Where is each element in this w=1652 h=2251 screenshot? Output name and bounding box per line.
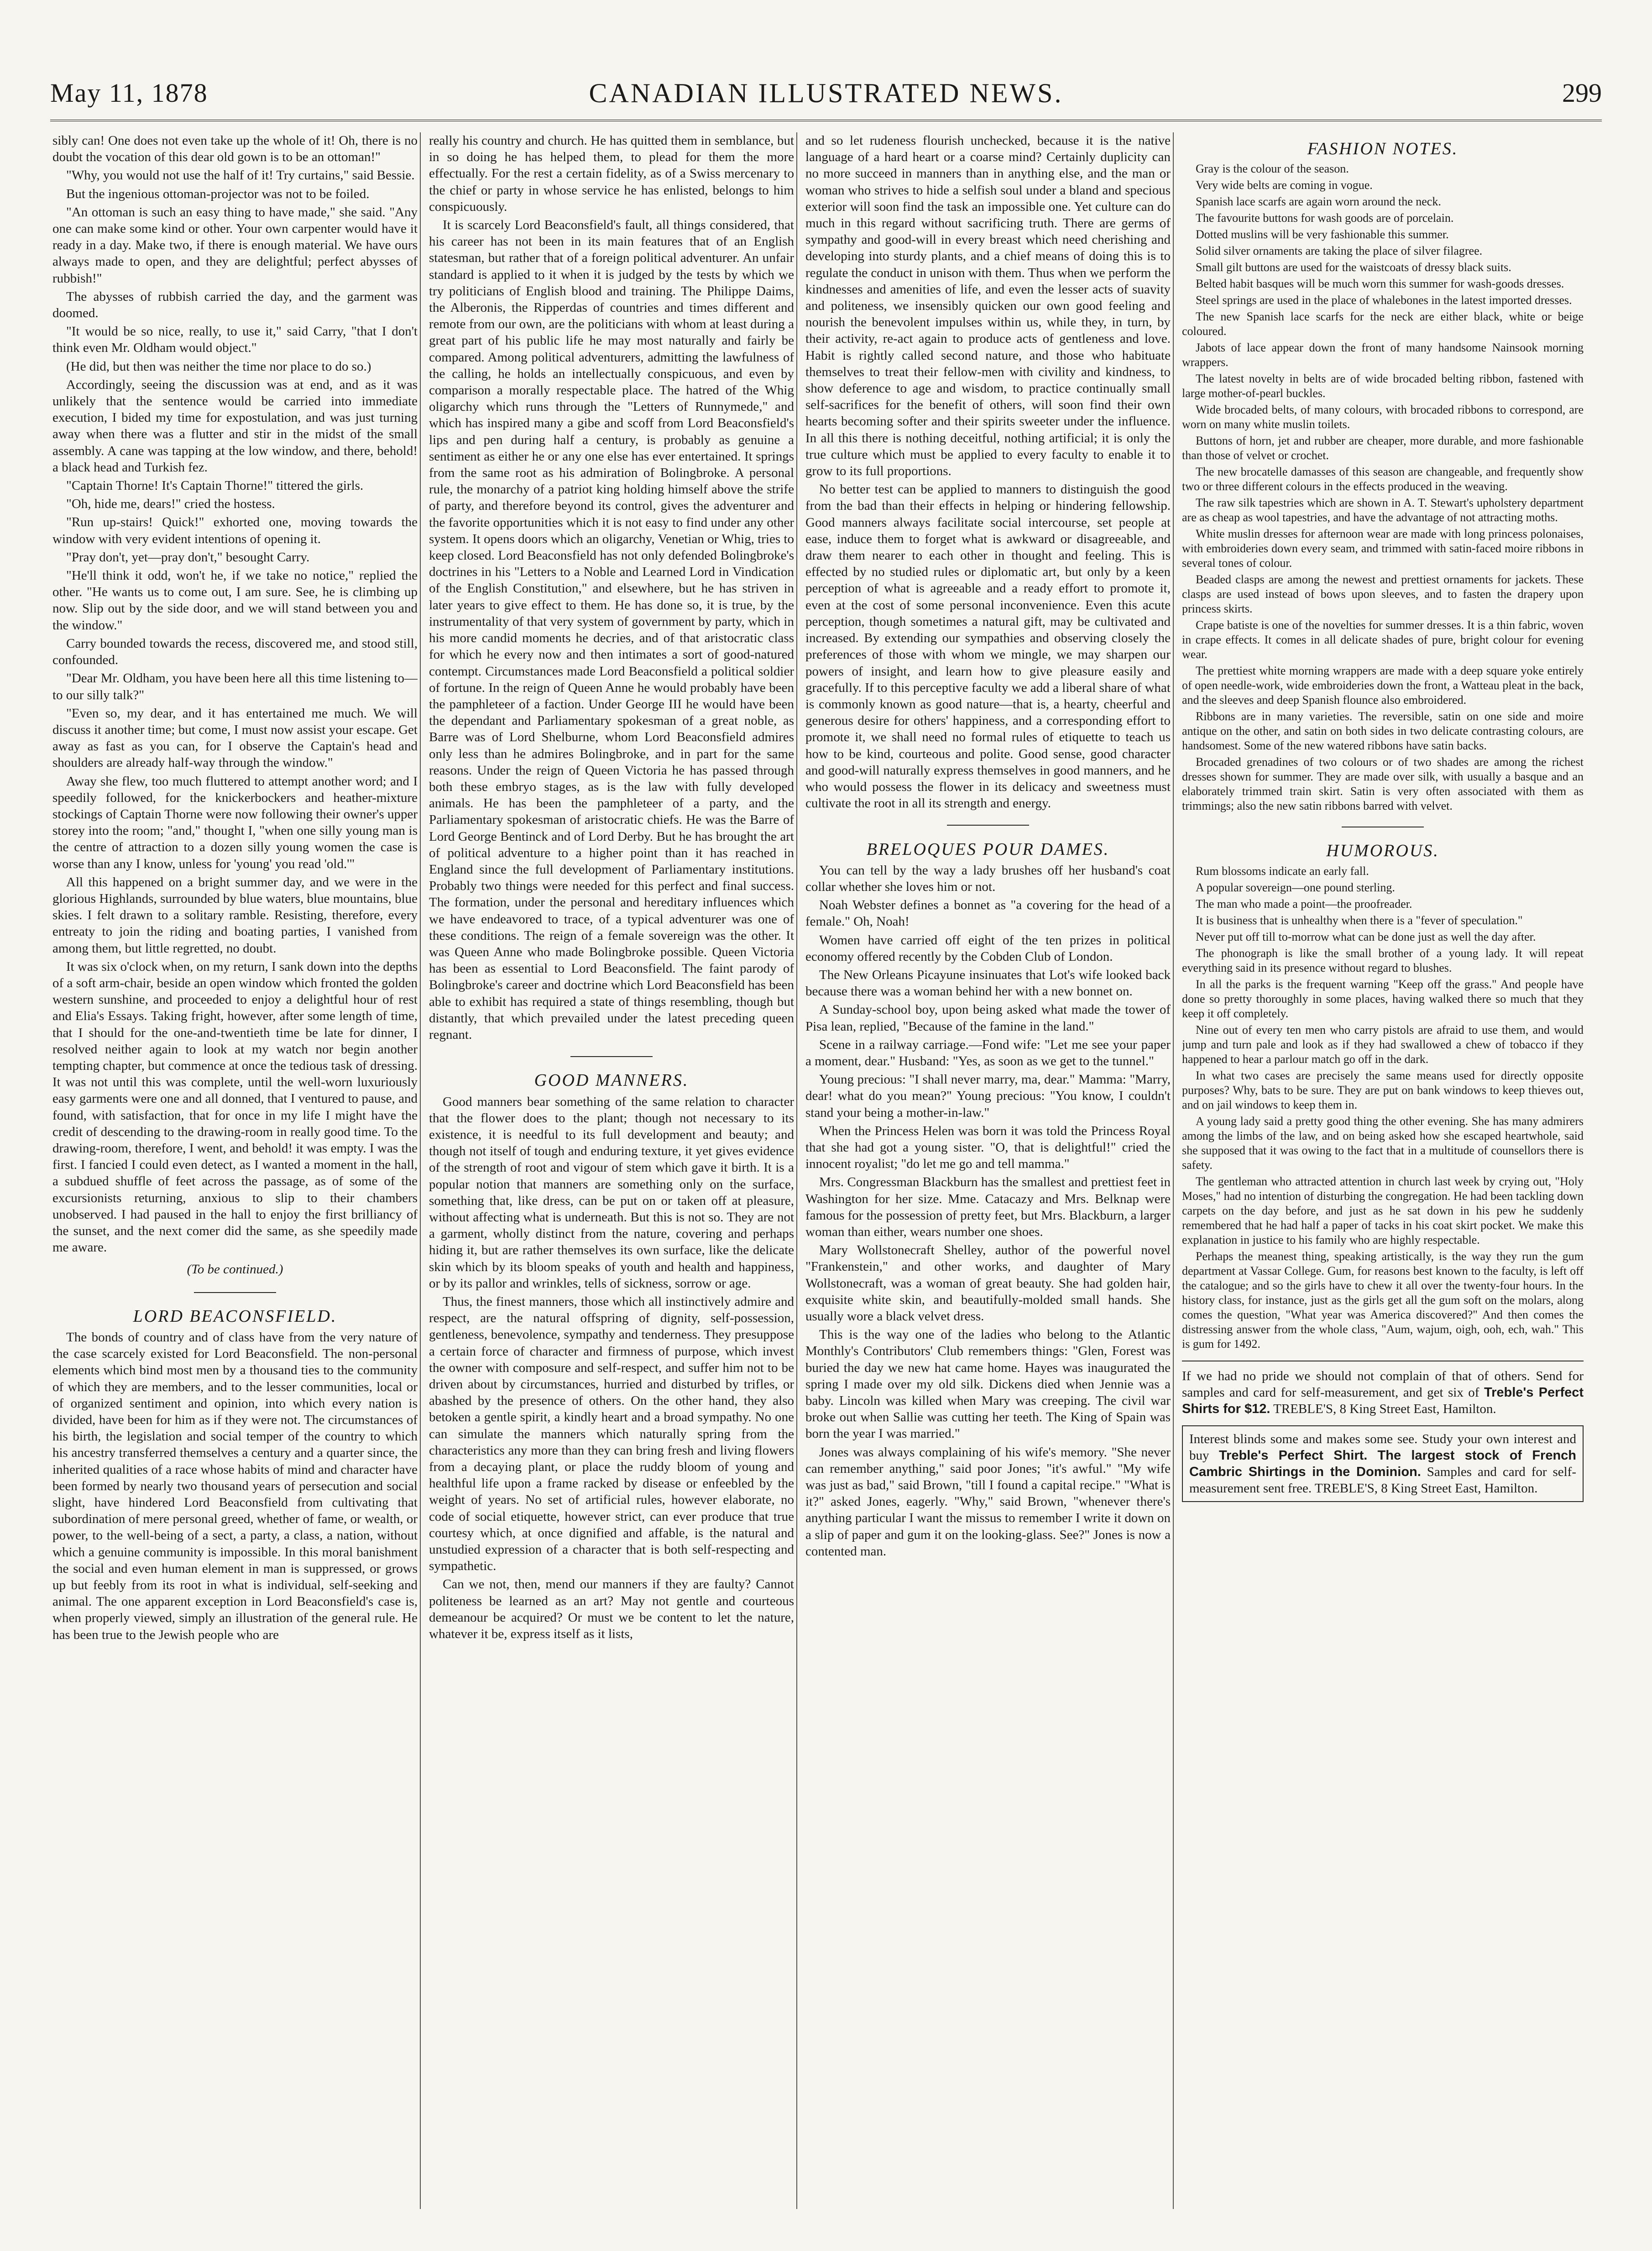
story-paragraph: (He did, but then was neither the time nor place to do so.) bbox=[66, 359, 371, 374]
ornament-divider bbox=[52, 1283, 418, 1300]
breloque-item: Mary Wollstonecraft Shelley, author of the powerful novel "Frankenstein," and other works, and daughter of Mary Wollstonecraft, was a woman of great beauty. She had golden hair, exquisite white skin, and beautifully-molded small hands. She usually wore a black velvet dress. bbox=[805, 1243, 1171, 1324]
humor-item: Nine out of every ten men who carry pistols are afraid to use them, and would jump and turn pale and look as if they had swallowed a chew of tobacco if they happened to hear a parlour match go off in the dark. bbox=[1182, 1023, 1584, 1066]
breloque-item: Noah Webster defines a bonnet as "a covering for the head of a female." Oh, Noah! bbox=[805, 898, 1171, 929]
ornament-divider bbox=[429, 1047, 794, 1064]
story-paragraph: Away she flew, too much fluttered to attempt another word; and I speedily followed, for the knickerbockers and heather-mixture stockings of Captain Thorne were now following their owner's upper storey into the room; "and," thought I, "when one silly young man is the centre of attraction to a dozen silly young women the case is worse than any I know, unless for 'young' you read 'old.'" bbox=[52, 774, 418, 871]
story-paragraph: It was six o'clock when, on my return, I sank down into the depths of a soft arm-chair, beside an open window which fronted the golden western sunshine, and proceeded to enjoy a delightful hour of rest and Elia's Essays. Taking fright, however, after some length of time, that I should for the one-and-twentieth time be late for dinner, I resolved neither again to look at my watch nor begin another tempting chapter, but commence at once the tedious task of dressing. It was not until this was complete, until the well-worn luxuriously easy garments were one and all donned, that I ventured to pause, and found, with satisfaction, that for once in my life I might have the credit of descending to the drawing-room in really good time. To the drawing-room, therefore, I went, and behold! it was empty. I was the first. I fancied I could even detect, as I wanted a moment in the hall, a subdued shuffle of feet across the passage, as of some of the excursionists returning, anxious to slip to their chambers unobserved. I had paused in the hall to enjoy the first brilliancy of the sunset, and the next comer did the same, as she speedily made me aware. bbox=[52, 959, 418, 1255]
fashion-note: Crape batiste is one of the novelties for summer dresses. It is a thin fabric, woven in crape effects. It comes in all delicate shades of pure, bright colour for evening wear. bbox=[1182, 618, 1584, 661]
story-paragraph: Carry bounded towards the recess, discovered me, and stood still, confounded. bbox=[52, 636, 418, 668]
story-paragraph: But the ingenious ottoman-projector was not to be foiled. bbox=[66, 186, 370, 201]
story-paragraph: "He'll think it odd, won't he, if we take no notice," replied the other. "He wants us to come out, I am sure. See, he is climbing up now. Slip out by the side door, and we will stand between you and the window." bbox=[52, 568, 418, 633]
breloque-item: You can tell by the way a lady brushes off her husband's coat collar whether she loves him or not. bbox=[805, 863, 1171, 894]
humor-item: The gentleman who attracted attention in church last week by crying out, "Holy Moses," had no intention of disturbing the congregation. He had been tackling down carpets on the day before, and just as he sat down in his pew he suddenly remembered that he had half a paper of tacks in his coat skirt pocket. We make this explanation in justice to his family who are highly respectable. bbox=[1182, 1174, 1584, 1246]
fashion-note: Ribbons are in many varieties. The reversible, satin on one side and moire antique on the other, and satin on both sides in two delicate contrasting colours, are handsomest. Some of the new watered ribbons have satin backs. bbox=[1182, 710, 1584, 753]
fashion-note: Gray is the colour of the season. bbox=[1196, 162, 1349, 176]
breloque-item: Mrs. Congressman Blackburn has the smallest and prettiest feet in Washington for her size. Mme. Catacazy and Mrs. Belknap were famous for the possession of pretty feet, but Mrs. Blackburn, a larger woman than either, wears number one shoes. bbox=[805, 1175, 1171, 1239]
humor-item: A young lady said a pretty good thing the other evening. She has many admirers among the limbs of the law, and on being asked how she escaped heartwhole, said she supposed that it was owing to the fact that in a multitude of counsellors there is safety. bbox=[1182, 1114, 1584, 1172]
fashion-note: Very wide belts are coming in vogue. bbox=[1196, 178, 1373, 192]
humor-item: Perhaps the meanest thing, speaking artistically, is the way they run the gum department at Vassar College. Gum, for reasons best known to the faculty, is left off the catalogue; and so the girls have to chew it all over the twenty-four hours. In the history class, for instance, just as the girls get all the gum soft on the molars, along comes the question, "What year was America discovered?" And then comes the distressing answer from the whole class, "Aum, wajum, oigh, ooh, ech, wah." This is gum for 1492. bbox=[1182, 1249, 1584, 1351]
column-divider bbox=[796, 132, 797, 2209]
humor-item: The phonograph is like the small brother of a young lady. It will repeat everything said in its presence without regard to blushes. bbox=[1182, 946, 1584, 974]
humor-item: Rum blossoms indicate an early fall. bbox=[1196, 864, 1369, 878]
humor-item: Never put off till to-morrow what can be done just as well the day after. bbox=[1196, 930, 1536, 943]
fashion-note: The raw silk tapestries which are shown in A. T. Stewart's upholstery department are as cheap as wool tapestries, and have the advantage of not attracting moths. bbox=[1182, 496, 1584, 524]
story-paragraph: "Captain Thorne! It's Captain Thorne!" tittered the girls. bbox=[66, 478, 364, 493]
ornament-divider bbox=[805, 816, 1171, 832]
ad-bold-text: Treble's Perfect Shirts for $12. bbox=[1182, 1385, 1584, 1416]
ad-address: Samples and card for self-measurement sent free. TREBLE'S, 8 King Street East, Hamilton. bbox=[1189, 1464, 1577, 1496]
article-paragraph: and so let rudeness flourish unchecked, because it is the native language of a hard heart or a coarse mind? Certainly duplicity can no more succeed in manners than in anything else, and the man or woman who strives to hide a selfish soul under a bland and specious exterior will soon find the task an impossible one. Yet culture can do much in this regard without sacrificing truth. There are germs of sympathy and good-will in every breast which need cherishing and developing into sturdy plants, and a chief means of doing this is to regulate the conduct in unison with them. Thus when we perform the kindnesses and amenities of life, and even the lesser acts of suavity and politeness, we insensibly quicken our own good feeling and nourish the benevolent impulses within us, while they, in turn, by their activity, re-act again to produce acts of gentleness and love. Habit is rightly called second nature, and those who habituate themselves to treat their fellow-men with civility and kindness, to show deference to age and wisdom, to practice continually small self-sacrifices for the benefit of others, will soon find their own hearts becoming softer and their spirits sweeter under the influence. In all this there is nothing deceitful, nothing artificial; it is only the true culture which must be applied to every faculty to enable it to grow to its full proportions. bbox=[805, 133, 1171, 479]
breloque-item: Young precious: "I shall never marry, ma, dear." Mamma: "Marry, dear! what do you mean?" Young precious: "You know, I couldn't stand your being a mother-in-law." bbox=[805, 1072, 1171, 1120]
fashion-note: Small gilt buttons are used for the waistcoats of dressy black suits. bbox=[1196, 261, 1511, 274]
breloque-item: A Sunday-school boy, upon being asked what made the tower of Pisa lean, replied, "Because of the famine in the land." bbox=[805, 1002, 1171, 1034]
fashion-note: Beaded clasps are among the newest and prettiest ornaments for jackets. These clasps are used instead of bows upon sleeves, and to fasten the drapery upon princess skirts. bbox=[1182, 573, 1584, 616]
story-paragraph: "Run up-stairs! Quick!" exhorted one, moving towards the window with very evident intentions of opening it. bbox=[52, 515, 418, 546]
story-paragraph: All this happened on a bright summer day, and we were in the glorious Highlands, surrounded by blue waters, blue mountains, blue skies. I felt drawn to a solitary ramble. Resisting, therefore, every entreaty to join the riding and boating parties, I vanished from among them, but little regretted, no doubt. bbox=[52, 874, 418, 956]
column-1 bbox=[52, 132, 418, 2232]
breloque-item: The New Orleans Picayune insinuates that Lot's wife looked back because there was a woman behind her with a new bonnet on. bbox=[805, 967, 1171, 999]
article-heading: BRELOQUES POUR DAMES. bbox=[866, 839, 1110, 859]
humor-item: In all the parks is the frequent warning "Keep off the grass." And people have done so pretty thoroughly in some places, having walked there so much that they keep it off completely. bbox=[1182, 977, 1584, 1020]
column-2 bbox=[429, 132, 794, 2232]
article-heading: GOOD MANNERS. bbox=[534, 1071, 689, 1090]
article-paragraph: Good manners bear something of the same relation to character that the flower does to the plant; though not necessary to its existence, it is needful to its full development and beauty; and though not itself of tough and enduring texture, it yet gives evidence of the strength of root and vigour of stem which gave it birth. It is a popular notion that manners are something only on the surface, something that, like dress, can be put on or taken off at pleasure, without affecting what is underneath. But this is not so. They are not a garment, wholly distinct from the nature, covering and perhaps hiding it, but are rather themselves its own surface, like the delicate skin which by its bloom speaks of youth and health and happiness, or by its pallor and wrinkles, tells of sickness, sorrow or age. bbox=[429, 1094, 794, 1291]
fashion-note: Belted habit basques will be much worn this summer for wash-goods dresses. bbox=[1196, 277, 1564, 291]
humor-item: A popular sovereign—one pound sterling. bbox=[1196, 880, 1395, 894]
story-paragraph: The abysses of rubbish carried the day, and the garment was doomed. bbox=[52, 289, 418, 321]
breloque-item: This is the way one of the ladies who belong to the Atlantic Monthly's Contributors' Club remembers things: "Glen, Forest was buried the day we new hat came home. Hayes was inaugurated the spring I made over my old silk. Dickens died when Jennie was a baby. Lincoln was killed when Mary was creeping. The civil war broke out when Sallie was cutting her teeth. The King of Spain was born the year I was married." bbox=[805, 1327, 1171, 1441]
breloque-item: Women have carried off eight of the ten prizes in political economy offered recently by the Cobden Club of London. bbox=[805, 932, 1171, 964]
humor-item: The man who made a point—the proofreader. bbox=[1196, 897, 1412, 911]
column-4 bbox=[1182, 132, 1584, 2232]
ad-text: Interest blinds some and makes some see. Study your own interest and buy bbox=[1189, 1431, 1576, 1463]
column-divider bbox=[1173, 132, 1174, 2209]
fashion-note: Brocaded grenadines of two colours or of two shades are among the richest dresses shown for summer. They are made over silk, with usually a basque and an elaborately trimmed train skirt. Satin is very often associated with them as trimmings; also the new satin ribbons barred with velvet. bbox=[1182, 755, 1584, 813]
ad-text: If we had no pride we should not complain of that of others. Send for samples and card for self-measurement, and get six of bbox=[1182, 1368, 1584, 1400]
column-divider bbox=[420, 132, 421, 2209]
issue-date: May 11, 1878 bbox=[50, 78, 208, 108]
article-paragraph: It is scarcely Lord Beaconsfield's fault, all things considered, that his career has not been in its main features that of an English statesman, but rather that of a foreign political adventurer. An unfair standard is applied to it when it is judged by the tests by which we try politicians of English blood and training. The Philippe Daims, the Alberonis, the Ripperdas of countries and times different and remote from our own, are the politicians with whom at least during a great part of his public life he may most naturally and fairly be compared. Among political adventurers, admitting the lawfulness of the calling, he holds an intellectually conspicuous, and even by comparison a morally respectable place. The hatred of the Whig oligarchy which runs through the "Letters of Runnymede," and which has inspired many a gibe and scoff from Lord Beaconsfield's lips and pen during half a century, is probably as genuine a sentiment as either he or any one else has ever entertained. It springs from the same root as his admiration of Bolingbroke. A personal rule, the monarchy of a patriot king holding himself above the strife of party, and therefore beyond its control, gives the adventurer and the favorite opportunities which it is not easy to find under any other system. It opens doors which an oligarchy, Venetian or Whig, tries to keep closed. Lord Beaconsfield has not only defended Bolingbroke's doctrines in his "Letters to a Noble and Learned Lord in Vindication of the English Constitution," and elsewhere, but he has striven in later years to give effect to them. He has done so, it is true, by the instrumentality of that very system of government by party, which in his more candid moments he decries, and of that aristocratic class for which he every now and then intimates a sort of good-natured contempt. Circumstances made Lord Beaconsfield a political soldier of fortune. In the reign of Queen Anne he would probably have been the pamphleteer of a faction. Under George III he would have been the dependant and Parliamentary spokesman of a great noble, as Barre was of Lord Shelburne, whom Lord Beaconsfield admires only less than he admires Bolingbroke, and in part for the same reasons. Under the reign of Queen Victoria he has passed through both these embryo stages, as is the law with fully developed animals. He has been the pamphleteer of a party, and the Parliamentary spokesman of aristocratic chiefs. He was the Barre of Lord George Bentinck and of Lord Derby. But he has brought the art of political adventure to a higher point than it has reached in England since the full development of Parliamentary institutions. Probably two things were needed for this perfect and final success. The formation, under the personal and hereditary influences which we have endeavored to trace, of a typical adventurer was one of these conditions. The reign of a female sovereign was the other. It was Queen Anne who made Bolingbroke possible. Queen Victoria has been as essential to Lord Beaconsfield. The faint parody of Bolingbroke's career and doctrine which Lord Beaconsfield has been able to exhibit has required a state of things resembling, though but distantly, that which prevailed under the latest preceding queen regnant. bbox=[429, 218, 794, 1042]
treble-shirts-ad bbox=[1182, 1361, 1584, 1502]
fashion-note: The favourite buttons for wash goods are of porcelain. bbox=[1196, 211, 1454, 225]
article-paragraph: The bonds of country and of class have from the very nature of the case scarcely existed for Lord Beaconsfield. The non-personal elements which bind most men by a thousand ties to the community of which they are members, and to the lesser communities, local or of organized sentiment and opinion, into which every nation is divided, have been for him as if they were not. The circumstances of his birth, the legislation and social temper of the country to which his ancestry transferred themselves a century and a quarter since, the inherited qualities of a race whose habits of mind and character have been formed by nearly two thousand years of persecution and social slight, have hindered Lord Beaconsfield from cultivating that subordination of mere personal greed, whether of fame, or wealth, or power, to the well-being of a sect, a party, a class, a nation, without which a genuine community is impossible. In this moral banishment the social and even human element in man is suppressed, or grows up but feebly from its root in what is individual, self-seeking and animal. The one apparent exception in Lord Beaconsfield's case is, when properly viewed, simply an illustration of the general rule. He has been true to the Jewish people who are bbox=[52, 1330, 418, 1642]
humorous-heading: HUMOROUS. bbox=[1326, 841, 1439, 861]
to-be-continued: (To be continued.) bbox=[187, 1262, 283, 1277]
humor-item: In what two cases are precisely the same means used for directly opposite purposes? Why, bats to be sure. They are put on bank windows to keep thieves out, and on jail windows to keep them in. bbox=[1182, 1068, 1584, 1111]
story-paragraph: "Pray don't, yet—pray don't," besought Carry. bbox=[66, 550, 310, 565]
fashion-note: Buttons of horn, jet and rubber are cheaper, more durable, and more fashionable than those of velvet or crochet. bbox=[1182, 434, 1584, 462]
page-number: 299 bbox=[1562, 78, 1602, 108]
fashion-note: Wide brocaded belts, of many colours, with brocaded ribbons to correspond, are worn on many white muslin toilets. bbox=[1182, 403, 1584, 431]
article-heading: LORD BEACONSFIELD. bbox=[133, 1306, 337, 1326]
masthead bbox=[50, 78, 1602, 119]
story-paragraph: "It would be so nice, really, to use it," said Carry, "that I don't think even Mr. Oldham would object." bbox=[52, 324, 418, 356]
ad-bold-text: Treble's Perfect Shirt. The largest stock of French Cambric Shirtings in the Dominion. bbox=[1189, 1448, 1577, 1479]
ornament-divider bbox=[1182, 818, 1584, 834]
story-paragraph: "Why, you would not use the half of it! Try curtains," said Bessie. bbox=[66, 168, 415, 183]
fashion-note: The latest novelty in belts are of wide brocaded belting ribbon, fastened with large mother-of-pearl buckles. bbox=[1182, 372, 1584, 400]
fashion-note: Jabots of lace appear down the front of many handsome Nainsook morning wrappers. bbox=[1182, 341, 1584, 369]
article-paragraph: really his country and church. He has quitted them in semblance, but in so doing he has helped them, to plead for them the more effectually. For the rest a certain fidelity, as of a Swiss mercenary to the chief or party in whose service he has enlisted, belongs to him conspicuously. bbox=[429, 133, 794, 214]
fashion-note: Solid silver ornaments are taking the place of silver filagree. bbox=[1196, 244, 1483, 258]
story-paragraph: "Oh, hide me, dears!" cried the hostess. bbox=[66, 497, 275, 512]
breloque-item: When the Princess Helen was born it was told the Princess Royal that she had got a young sister. "O, that is delightful!" cried the innocent royalist; "do let me go and tell mamma." bbox=[805, 1123, 1171, 1172]
breloque-item: Scene in a railway carriage.—Fond wife: "Let me see your paper a moment, dear." Husband: "Yes, as soon as we get to the tunnel." bbox=[805, 1037, 1171, 1068]
story-paragraph: "Dear Mr. Oldham, you have been here all this time listening to—to our silly talk?" bbox=[52, 671, 418, 702]
fashion-note: The new brocatelle damasses of this season are changeable, and frequently show two or three different colours in the effects produced in the weaving. bbox=[1182, 465, 1584, 493]
breloque-item: Jones was always complaining of his wife's memory. "She never can remember anything," said poor Jones; "it's awful." "My wife was just as bad," said Brown, "till I found a capital recipe." "What is it?" asked Jones, eagerly. "Why," said Brown, "whenever there's anything particular I want the missus to remember I write it down on a slip of paper and gum it on the looking-glass. See?" Jones is now a contented man. bbox=[805, 1445, 1171, 1559]
story-paragraph: "An ottoman is such an easy thing to have made," she said. "Any one can make some kind or other. Your own carpenter would have it ready in a day. Make two, if there is enough material. We have ours always made to open, and they are delightful; perfect abysses of rubbish!" bbox=[52, 204, 418, 286]
ad-address: TREBLE'S, 8 King Street East, Hamilton. bbox=[1273, 1401, 1496, 1416]
story-paragraph: Accordingly, seeing the discussion was at end, and as it was unlikely that the sentence would be carried into immediate execution, I bided my time for expostulation, and was just turning away when there was a flutter and stir in the midst of the small assembly. A cane was tapping at the low window, and there, behold! a black head and Turkish fez. bbox=[52, 377, 418, 475]
fashion-notes-heading: FASHION NOTES. bbox=[1307, 139, 1459, 158]
fashion-note: Steel springs are used in the place of whalebones in the latest imported dresses. bbox=[1196, 293, 1572, 307]
fashion-note: The prettiest white morning wrappers are made with a deep square yoke entirely of open needle-work, wide embroideries down the front, a Watteau pleat in the back, and the sleeves and deep Spanish flounce also embroidered. bbox=[1182, 664, 1584, 707]
newspaper-title: CANADIAN ILLUSTRATED NEWS. bbox=[589, 78, 1063, 108]
fashion-note: White muslin dresses for afternoon wear are made with long princess polonaises, with embroideries down every seam, and trimmed with satin-faced moire ribbons in several tones of colour. bbox=[1182, 527, 1584, 570]
fashion-note: The new Spanish lace scarfs for the neck are either black, white or beige coloured. bbox=[1182, 310, 1584, 338]
fashion-note: Spanish lace scarfs are again worn around the neck. bbox=[1196, 195, 1441, 209]
fashion-note: Dotted muslins will be very fashionable this summer. bbox=[1196, 228, 1449, 241]
column-3 bbox=[805, 132, 1171, 2232]
article-paragraph: Thus, the finest manners, those which all instinctively admire and respect, are the natural offspring of dignity, self-possession, gentleness, benevolence, sympathy and tenderness. They presuppose a certain force of character and firmness of purpose, which invest the owner with composure and self-respect, and suffer him not to be driven about by circumstances, hurried and disturbed by trifles, or abashed by the presence of others. On the other hand, they also betoken a gentle spirit, a kindly heart and a broad sympathy. No one can simulate the manners which naturally spring from the characteristics any more than they can bring fresh and living flowers from a decaying plant, or place the ruddy bloom of young and healthful life upon a frame racked by disease or enfeebled by the weight of years. No set of artificial rules, however elaborate, no code of social etiquette, however strict, can ever produce that true courtesy which, at once dignified and affable, is the natural and unstudied expression of a character that is both self-respecting and sympathetic. bbox=[429, 1294, 794, 1574]
story-paragraph: sibly can! One does not even take up the whole of it! Oh, there is no doubt the vocation of this dear old gown is to be an ottoman!" bbox=[52, 133, 418, 165]
article-paragraph: Can we not, then, mend our manners if they are faulty? Cannot politeness be learned as an art? May not gentle and courteous demeanour be acquired? Or must we be content to let the nature, whatever it be, express itself as it lists, bbox=[429, 1577, 794, 1642]
story-paragraph: "Even so, my dear, and it has entertained me much. We will discuss it another time; but come, I must now assist your escape. Get away as fast as you can, for I observe the Captain's head and shoulders are already half-way through the window." bbox=[52, 706, 418, 770]
article-paragraph: No better test can be applied to manners to distinguish the good from the bad than their effects in helping or hindering fellowship. Good manners always facilitate social intercourse, set people at ease, induce them to forget what is awkward or disagreeable, and draw them nearer to each other in thought and feeling. This is effected by no studied rules or diplomatic art, but only by a keen perception of what is agreeable and a ready effort to promote it, even at the cost of some personal inconvenience. Even this acute perception, though sometimes a natural gift, may be cultivated and increased. By extending our sympathies and observing closely the preferences of those with whom we mingle, we may sharpen our powers of insight, and learn how to give pleasure easily and gracefully. If to this perceptive faculty we add a liberal share of what is commonly known as good nature—that is, a hearty, cheerful and generous desire for others' happiness, and a corresponding effort to promote it, we shall need no formal rules of etiquette to teach us how to be kind, courteous and polite. Good sense, good character and good-will naturally express themselves in good manners, and he who would possess the flower in its delicacy and sweetness must cultivate the root in all its strength and energy. bbox=[805, 482, 1171, 811]
treble-shirts-ad-2 bbox=[1182, 1425, 1584, 1502]
humor-item: It is business that is unhealthy when there is a "fever of speculation." bbox=[1196, 913, 1523, 927]
masthead-rule bbox=[50, 120, 1602, 121]
